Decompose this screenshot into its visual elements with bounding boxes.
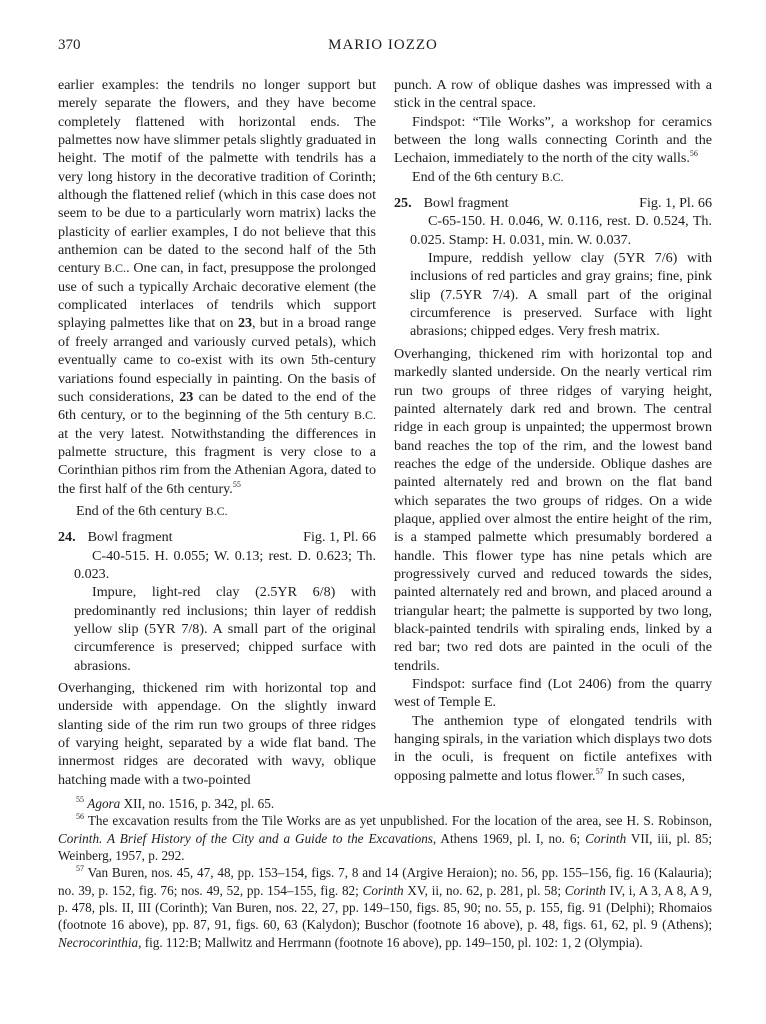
page-number: 370 (58, 37, 81, 53)
entry-24-description: Overhanging, thickened rim with horizontal top and underside with appendage. On the slightly inward slanting side of the rim run two groups of three ridges of varying height, separated by a wide flat band. The innermost ridges are decorated with wavy, oblique hatching made with a two-pointed (58, 680, 376, 788)
date-line-24: End of the 6th century B.C. (412, 168, 564, 185)
entry-24-heading (58, 528, 376, 546)
catalog-measurements: C-65-150. H. 0.046, W. 0.116, rest. D. 0.524, Th. 0.025. Stamp: H. 0.031, min. W. 0.037. (410, 213, 712, 248)
footnote-ref-56[interactable]: 56 (689, 149, 698, 159)
footnote-57: $^{57}$ Van Buren, nos. 45, 47, 48, pp. 153–154, figs. 7, 8 and 14 (Argive Heraion); no. 56, pp. 155–156, fig. 16 (Kalauria); no. 39, p. 152, fig. 76; nos. 49, 52, pp. 154–155, fig. 82; Corinth XV, ii, no. 62, p. 281, pl. 58; Corinth IV, i, A 3, A 8, A 9, p. 478, pls. II, III (Corinth); Van Buren, nos. 22, 27, pp. 149–150, figs. 85, 90; no. 55, p. 155, fig. 91 (Delphi); Rhomaios (footnote 16 above), pp. 87, 91, figs. 60, 63 (Kalydon); Buschor (footnote 16 above), p. 48, figs. 61, 62, pl. 9 (Athens); Necrocorinthia, fig. 112:B; Mallwitz and Herrmann (footnote 16 above), pp. 149–150, pl. 102: 1, 2 (Olympia). (58, 864, 713, 950)
entry-24-catalog (58, 547, 376, 675)
paragraph-23-discussion: earlier examples: the tendrils no longer support but merely separate the flowers, and they have become completely flattened with horizontal ends. The palmettes now have slimmer petals slightly graduated in height. The motif of the palmette with tendrils has a very long history in the decorative tradition of Corinth; although the flattened relief (which in this case does not seem to be due to a particularly worn matrix) lacks the plasticity of earlier examples, I do not believe that this anthemion can be dated to the second half of the 5th century B.C.. One can, in fact, presuppose the prolonged use of such a typically Archaic decorative element (the complicated interlaces of tendrils which support splaying palmettes like that on 23, but in a broad range of freely arranged and variously curved petals), which eventually came to co-exist with its own 5th-century variations found especially in painting. On the basis of such considerations, 23 can be dated to the end of the 6th century, or to the beginning of the 5th century B.C. at the very latest. Notwithstanding the differences in palmette structure, this fragment is very close to a Corinthian pithos rim from the Athenian Agora, dated to the first half of the 6th century.$^{55}$ (58, 77, 376, 497)
entry-number: 25. (394, 195, 412, 212)
footnotes (58, 795, 712, 951)
entry-25-heading (394, 194, 712, 212)
catalog-fabric: Impure, light-red clay (2.5YR 6/8) with predominantly red inclusions; thin layer of reddish yellow slip (5YR 7/8). A small part of the original circumference is preserved; chipped surface with abrasions. (74, 584, 376, 674)
anthemion-paragraph: The anthemion type of elongated tendrils with hanging spirals, in the variation which displays two dots in the oculi, is frequent on fictile antefixes with opposing palmette and lotus flower.$^{57}$ In such cases, (394, 712, 712, 784)
entry-24-description-cont: punch. A row of oblique dashes was impressed with a stick in the central space. (394, 77, 712, 112)
footnote-ref-57[interactable]: 57 (595, 766, 604, 776)
right-column (394, 76, 712, 785)
footnote-55: $^{55}$ Agora XII, no. 1516, p. 342, pl. 65. (76, 795, 275, 811)
findspot-24: Findspot: “Tile Works”, a workshop for ceramics between the long walls connecting Corinth and the Lechaion, immediately to the north of the city walls.$^{56}$ (394, 113, 712, 167)
running-head: MARIO IOZZO (328, 37, 438, 53)
footnote-ref-55[interactable]: 55 (232, 479, 241, 489)
entry-25-catalog (394, 212, 712, 340)
entry-figure-ref: Fig. 1, Pl. 66 (303, 529, 376, 546)
findspot-25: Findspot: surface find (Lot 2406) from the quarry west of Temple E. (394, 676, 712, 711)
left-column (58, 76, 376, 789)
catalog-fabric: Impure, reddish yellow clay (5YR 7/6) with inclusions of red particles and gray grains; fine, pink slip (7.5YR 7/4). A small part of the original circumference is preserved. Surface with light abrasions; chipped edges. Very fresh matrix. (410, 250, 712, 340)
entry-figure-ref: Fig. 1, Pl. 66 (639, 195, 712, 212)
catalog-measurements: C-40-515. H. 0.055; W. 0.13; rest. D. 0.623; Th. 0.023. (74, 547, 376, 582)
footnote-56: $^{56}$ The excavation results from the Tile Works are as yet unpublished. For the location of the area, see H. S. Robinson, Corinth. A Brief History of the City and a Guide to the Excavations, Athens 1969, pl. I, no. 6; Corinth VII, iii, pl. 85; Weinberg, 1957, p. 292. (58, 812, 713, 864)
entry-number: 24. (58, 529, 76, 546)
entry-title: Bowl fragment (423, 195, 509, 212)
entry-25-description: Overhanging, thickened rim with horizontal top and markedly slanted underside. On the nearly vertical rim run two groups of three ridges of varying height, painted alternately dark red and brown. The central ridge in each group is unpainted; the uppermost brown band reaches the top of the rim, and the lowest band reaches the edge of the underside. Oblique dashes are painted alternately red and brown on the flat band which separates the two groups of ridges. On a wide plaque, applied over almost the entire height of the rim, is a stamped palmette which presumably bordered a handle. This flower type has nine petals which are progressively curved and reduced towards the sides, painted alternately red and brown, and placed around a triangular heart; the palmette is supported by two long, black-painted tendrils with spiraling ends, linked by a red bar; two red dots are painted in the oculi of the tendrils. (394, 345, 712, 674)
entry-title: Bowl fragment (87, 529, 173, 546)
page-header (0, 37, 766, 61)
date-line-23: End of the 6th century B.C. (76, 502, 228, 519)
